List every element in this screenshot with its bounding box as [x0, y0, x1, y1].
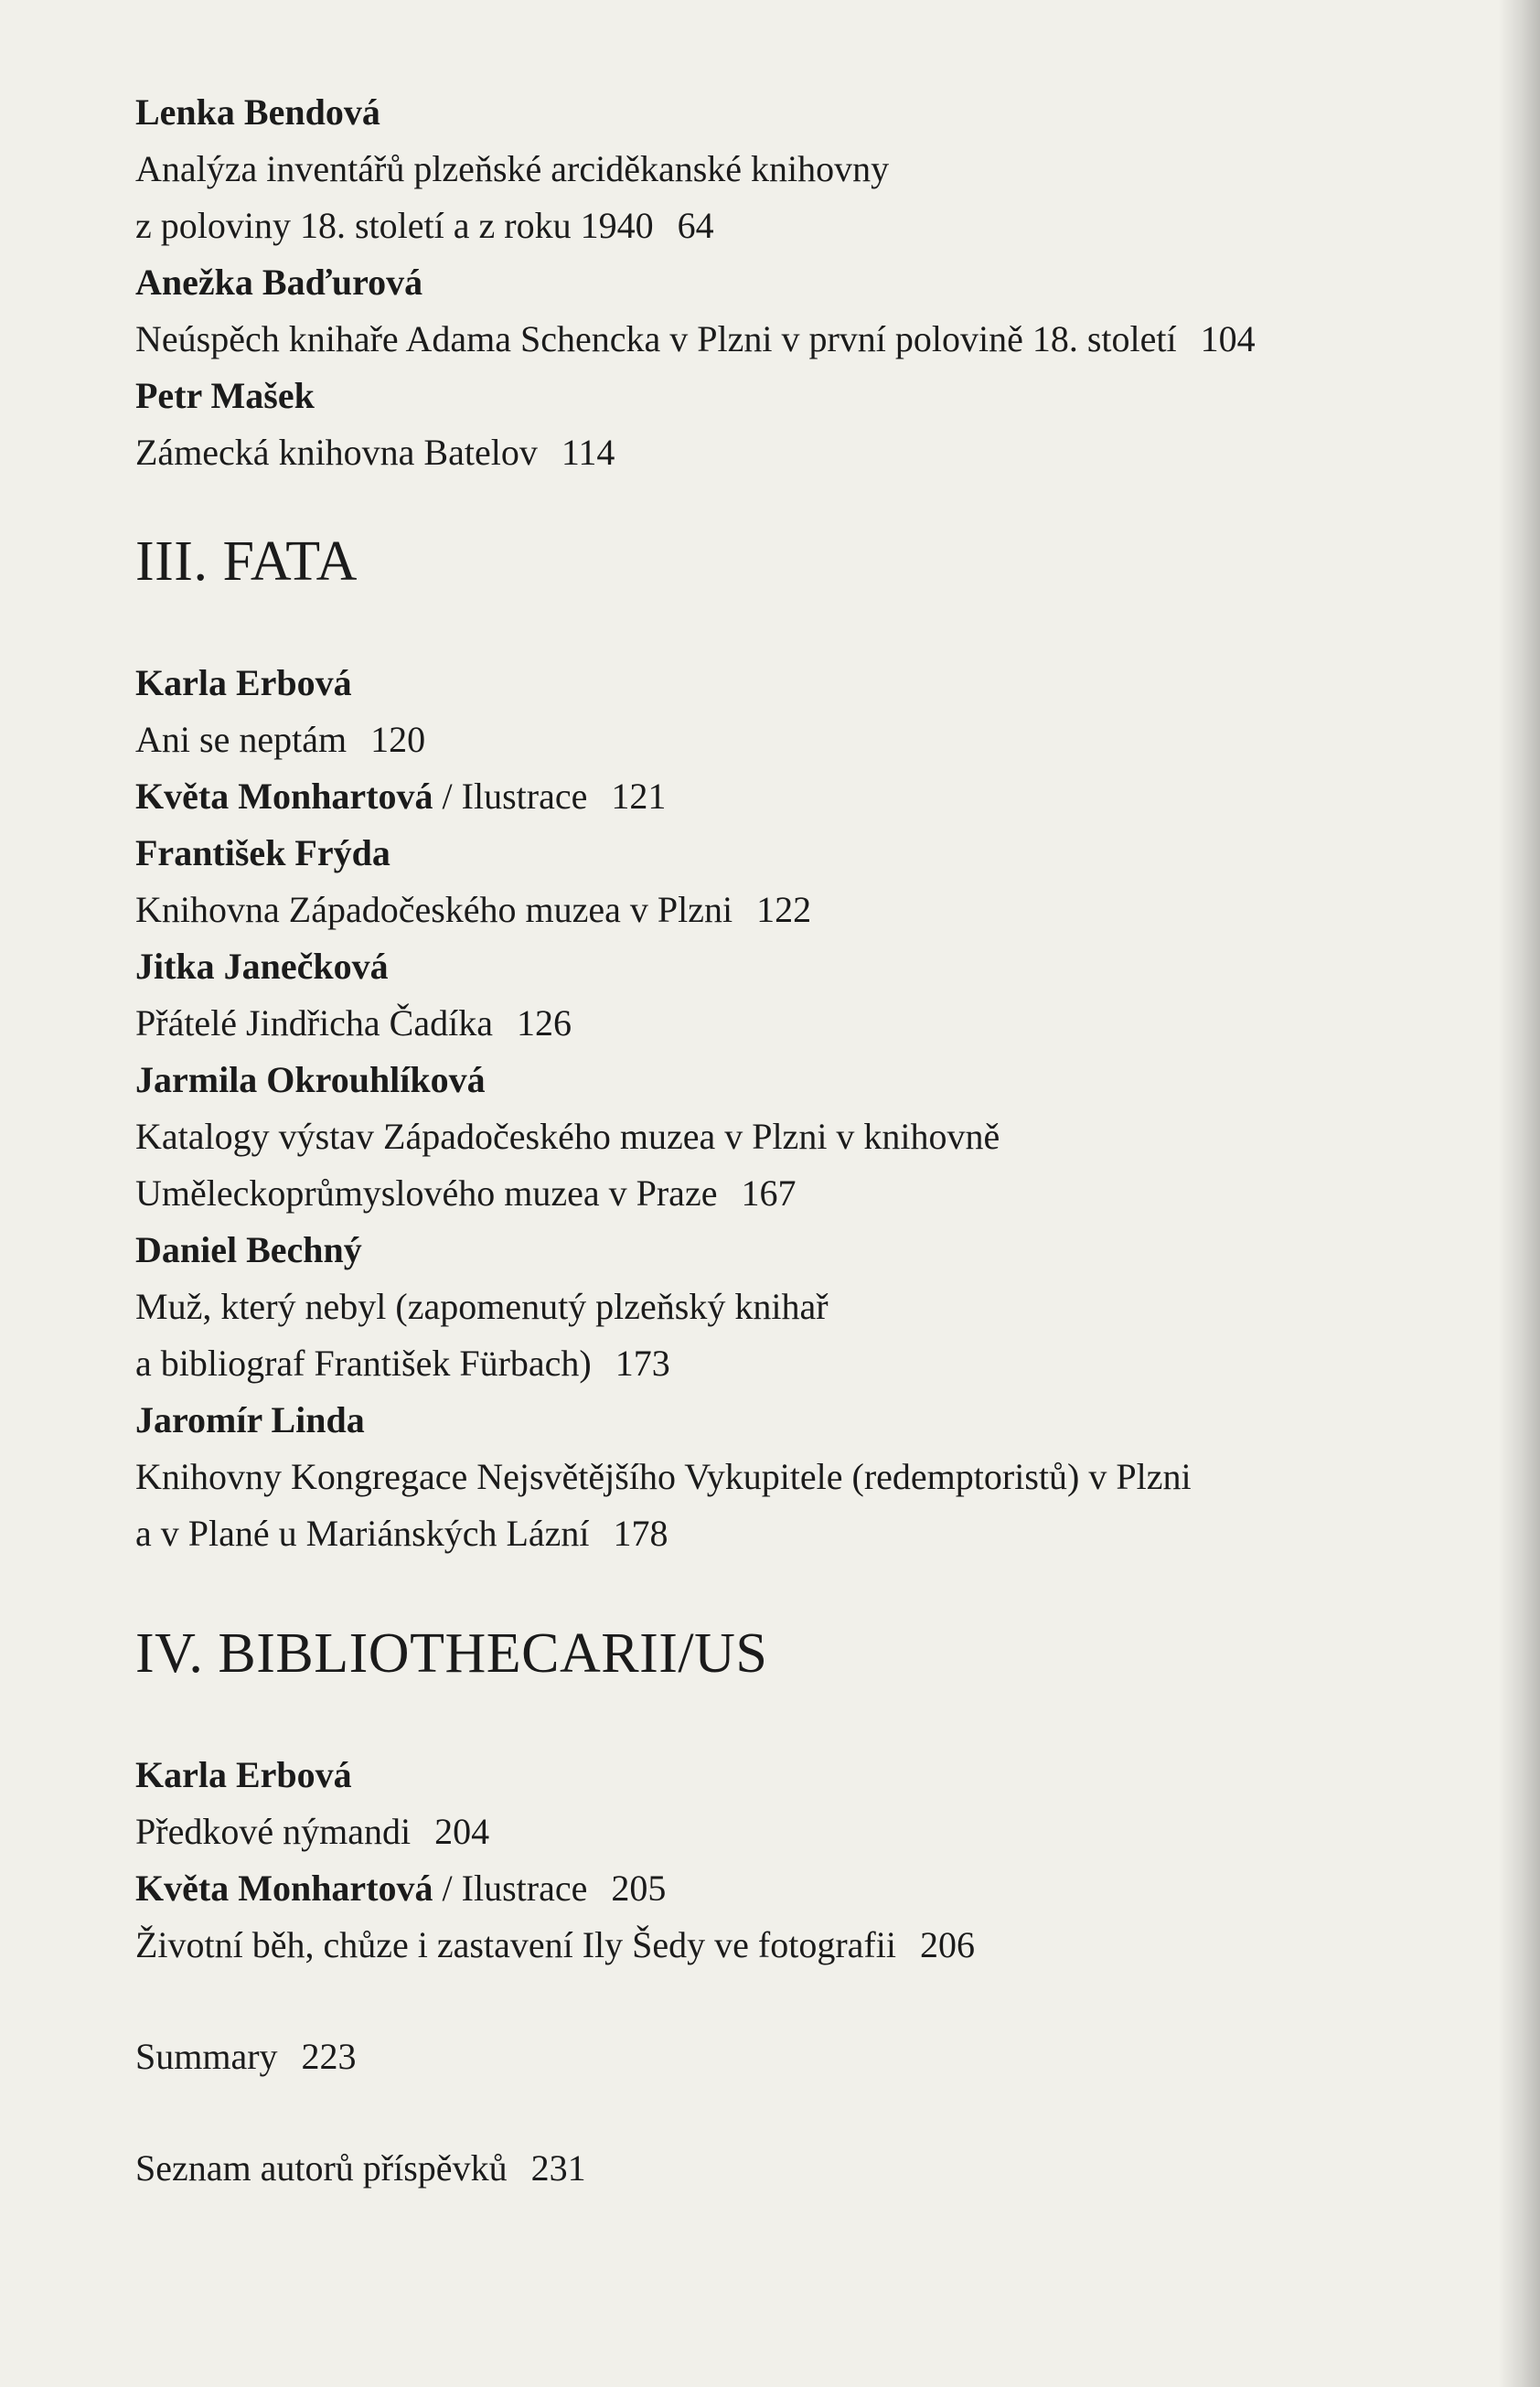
page-number: 206: [919, 1924, 975, 1965]
entry-title-line: Summary 223: [135, 2036, 357, 2077]
entry-author: Jaromír Linda: [135, 1399, 365, 1440]
toc-entry: [135, 84, 889, 254]
page-number: 114: [561, 432, 615, 473]
toc-entry: [135, 2140, 586, 2197]
page-number: 126: [516, 1002, 572, 1044]
entry-title-line: Analýza inventářů plzeňské arciděkanské knihovny: [135, 148, 890, 189]
page-number: 122: [756, 889, 812, 930]
entry-author: František Frýda: [135, 832, 390, 873]
toc-entry: [135, 655, 425, 768]
entry-title-line: z poloviny 18. století a z roku 1940 64: [135, 205, 714, 246]
page-number: 64: [677, 205, 714, 246]
toc-entry: [135, 1860, 975, 1974]
entry-title-line: Knihovny Kongregace Nejsvětějšího Vykupitele (redemptoristů) v Plzni: [135, 1456, 1192, 1497]
entry-author: Daniel Bechný: [135, 1229, 362, 1270]
toc-entry: [135, 1392, 1192, 1562]
toc-entry: [135, 1222, 829, 1392]
entry-title-line: Ani se neptám 120: [135, 719, 426, 760]
page-number: 121: [611, 776, 667, 817]
section-heading: III. FATA: [135, 530, 358, 593]
toc-entry: [135, 1052, 1000, 1222]
page-number: 167: [741, 1172, 797, 1214]
entry-title-line: Neúspěch knihaře Adama Schencka v Plzni v první polovině 18. století 104: [135, 318, 1256, 359]
page-number: 104: [1200, 318, 1256, 359]
toc-entry: [135, 938, 572, 1052]
toc-entry: [135, 768, 666, 825]
page-number: 205: [611, 1868, 667, 1909]
entry-title-line: Zámecká knihovna Batelov 114: [135, 432, 615, 473]
page-edge-shadow: [1498, 0, 1540, 2387]
page-number: 173: [615, 1343, 670, 1384]
toc-entry: [135, 2028, 357, 2085]
entry-title-line: a v Plané u Mariánských Lázní 178: [135, 1513, 668, 1554]
entry-title-line: Katalogy výstav Západočeského muzea v Plzni v knihovně: [135, 1116, 1000, 1157]
entry-title-line: Životní běh, chůze i zastavení Ily Šedy ve fotografii 206: [135, 1924, 975, 1965]
entry-author: Anežka Baďurová: [135, 262, 423, 303]
toc-entry: [135, 254, 1256, 368]
entry-title-line: Seznam autorů příspěvků 231: [135, 2147, 586, 2189]
entry-title-line: Předkové nýmandi 204: [135, 1811, 490, 1852]
entry-title-line: Přátelé Jindřicha Čadíka 126: [135, 1002, 572, 1044]
entry-author: Karla Erbová: [135, 1754, 352, 1795]
toc-entry: [135, 825, 811, 938]
entry-title-line: Knihovna Západočeského muzea v Plzni 122: [135, 889, 812, 930]
page-number: 120: [370, 719, 426, 760]
entry-author: Květa Monhartová / Ilustrace 121: [135, 776, 667, 817]
entry-title-line: a bibliograf František Fürbach) 173: [135, 1343, 670, 1384]
page-number: 178: [613, 1513, 668, 1554]
toc-entry: [135, 368, 615, 481]
entry-author: Lenka Bendová: [135, 91, 380, 133]
entry-author: Květa Monhartová / Ilustrace 205: [135, 1868, 667, 1909]
entry-author: Karla Erbová: [135, 662, 352, 703]
toc-entry: [135, 1747, 489, 1860]
page-number: 204: [434, 1811, 490, 1852]
entry-author: Jarmila Okrouhlíková: [135, 1059, 486, 1100]
entry-title-line: Uměleckoprůmyslového muzea v Praze 167: [135, 1172, 797, 1214]
page-number: 223: [301, 2036, 357, 2077]
entry-author: Jitka Janečková: [135, 946, 389, 987]
entry-author: Petr Mašek: [135, 375, 315, 416]
page-number: 231: [530, 2147, 586, 2189]
entry-title-line: Muž, který nebyl (zapomenutý plzeňský knihař: [135, 1286, 829, 1327]
section-heading: IV. BIBLIOTHECARII/US: [135, 1622, 768, 1685]
